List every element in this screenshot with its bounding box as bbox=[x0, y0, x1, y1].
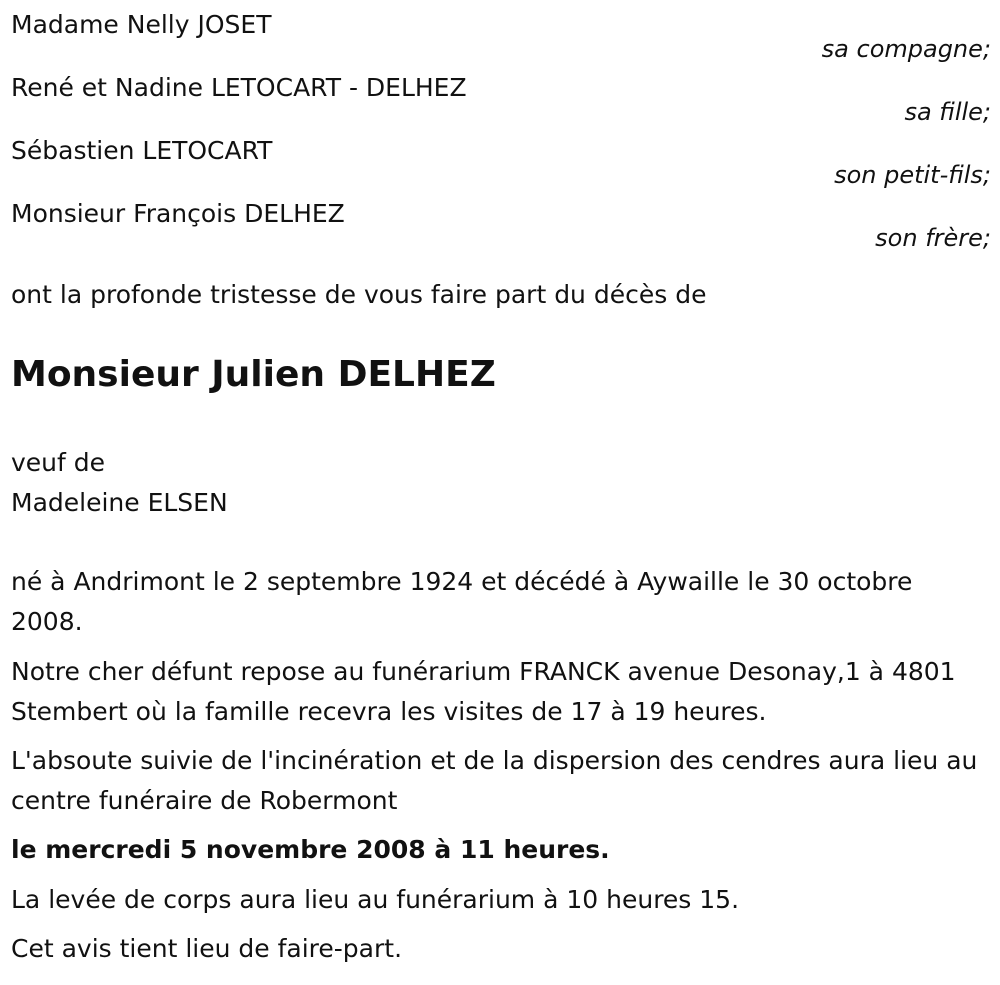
closing-note: Cet avis tient lieu de faire-part. bbox=[11, 934, 403, 963]
family-member-relation: son frère; bbox=[875, 224, 991, 252]
announcement-intro: ont la profonde tristesse de vous faire part du décès de bbox=[11, 280, 707, 309]
family-member-name: Sébastien LETOCART bbox=[11, 136, 273, 165]
widow-label: veuf de bbox=[11, 448, 106, 477]
ceremony-paragraph: L'absoute suivie de l'incinération et de la dispersion des cendres aura lieu au centre funéraire de Robermont bbox=[11, 746, 978, 815]
spouse-name: Madeleine ELSEN bbox=[11, 488, 228, 517]
birth-death-paragraph: né à Andrimont le 2 septembre 1924 et décédé à Aywaille le 30 octobre 2008. bbox=[11, 567, 913, 636]
family-member-relation: sa compagne; bbox=[821, 35, 991, 63]
family-member-name: Monsieur François DELHEZ bbox=[11, 199, 345, 228]
ceremony-date: le mercredi 5 novembre 2008 à 11 heures. bbox=[11, 835, 610, 864]
body-removal-paragraph: La levée de corps aura lieu au funérarium à 10 heures 15. bbox=[11, 885, 740, 914]
family-member bbox=[11, 0, 991, 63]
family-member-relation: son petit-fils; bbox=[834, 161, 991, 189]
family-list bbox=[11, 0, 991, 252]
family-member bbox=[11, 126, 991, 189]
obituary-notice bbox=[11, 0, 991, 963]
family-member bbox=[11, 63, 991, 126]
deceased-name: Monsieur Julien DELHEZ bbox=[11, 354, 496, 395]
family-member-name: Madame Nelly JOSET bbox=[11, 10, 272, 39]
funeral-home-paragraph: Notre cher défunt repose au funérarium FRANCK avenue Desonay,1 à 4801 Stembert où la famille recevra les visites de 17 à 19 heures. bbox=[11, 657, 956, 726]
family-member-name: René et Nadine LETOCART - DELHEZ bbox=[11, 73, 467, 102]
family-member bbox=[11, 189, 991, 252]
family-member-relation: sa fille; bbox=[904, 98, 991, 126]
